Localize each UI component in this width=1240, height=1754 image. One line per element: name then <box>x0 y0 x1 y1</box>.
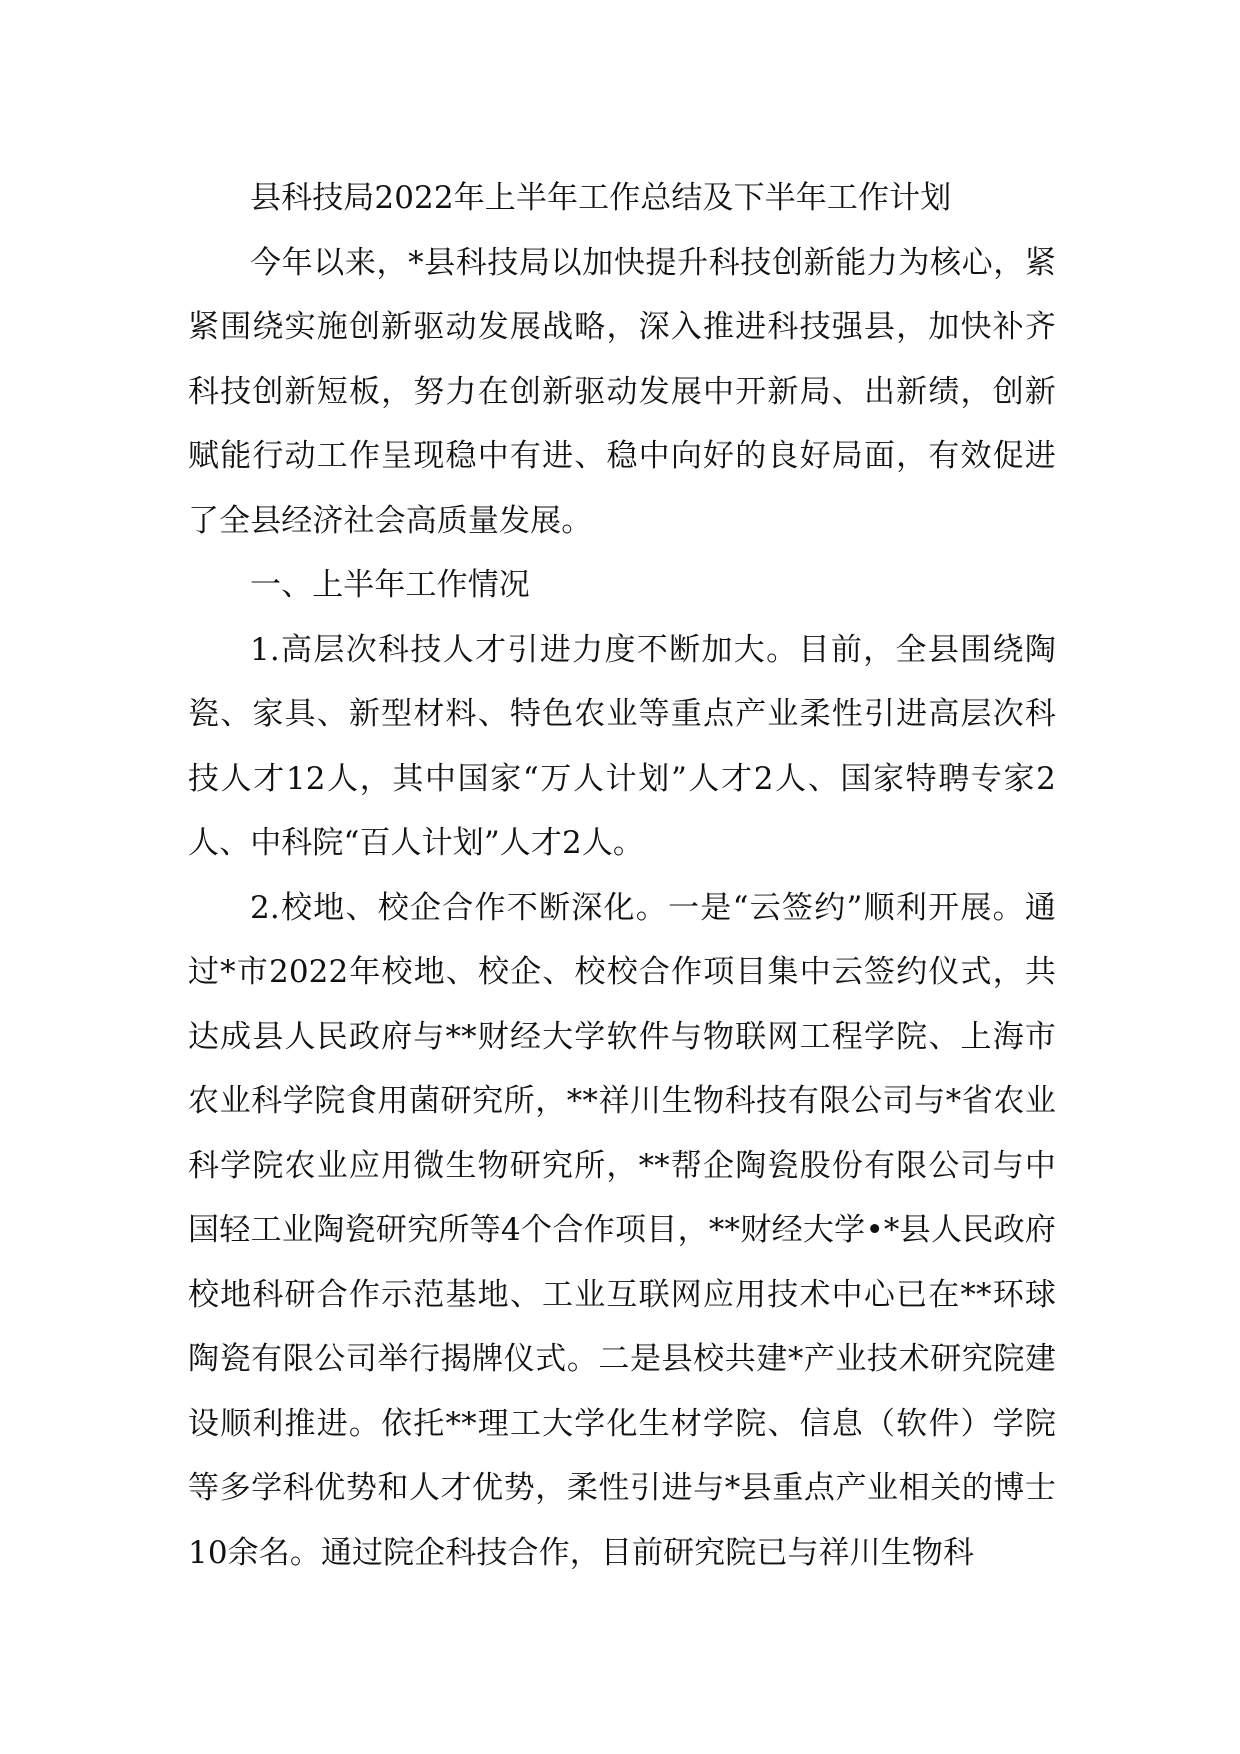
document-body <box>188 166 1056 1585</box>
section-heading: 一、上半年工作情况 <box>250 567 530 603</box>
item-2-paragraph: 2.校地、校企合作不断深化。一是“云签约”顺利开展。通过*市2022年校地、校企、校校合作项目集中云签约仪式，共达成县人民政府与**财经大学软件与物联网工程学院、上海市农业科学院食用菌研究所，**祥川生物科技有限公司与*省农业科学院农业应用微生物研究所，**帮企陶瓷股份有限公司与中国轻工业陶瓷研究所等4个合作项目，**财经大学•*县人民政府校地科研合作示范基地、工业互联网应用技术中心已在**环球陶瓷有限公司举行揭牌仪式。二是县校共建*产业技术研究院建设顺利推进。依托**理工大学化生材学院、信息（软件）学院等多学科优势和人才优势，柔性引进与*县重点产业相关的博士10余名。通过院企科技合作，目前研究院已与祥川生物科 <box>188 889 1056 1571</box>
item-1-paragraph: 1.高层次科技人才引进力度不断加大。目前，全县围绕陶瓷、家具、新型材料、特色农业等重点产业柔性引进高层次科技人才12人，其中国家“万人计划”人才2人、国家特聘专家2人、中科院“百人计划”人才2人。 <box>188 631 1056 861</box>
document-title: 县科技局2022年上半年工作总结及下半年工作计划 <box>250 180 952 216</box>
intro-paragraph: 今年以来，*县科技局以加快提升科技创新能力为核心，紧紧围绕实施创新驱动发展战略，深入推进科技强县，加快补齐科技创新短板，努力在创新驱动发展中开新局、出新绩，创新赋能行动工作呈现稳中有进、稳中向好的良好局面，有效促进了全县经济社会高质量发展。 <box>188 244 1056 539</box>
